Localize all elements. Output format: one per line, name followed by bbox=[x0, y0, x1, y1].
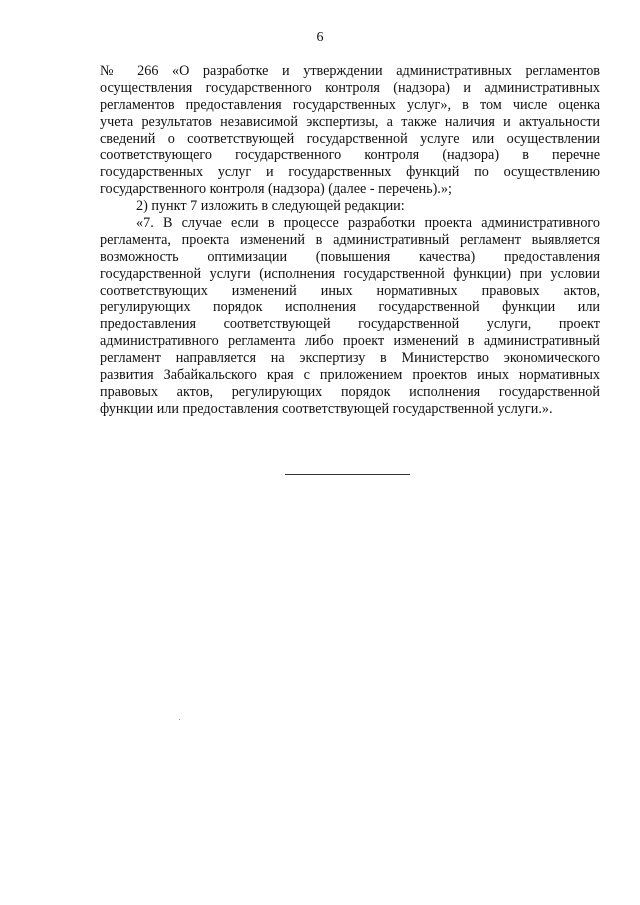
body-line: регламентов предоставления государственных услуг», в том числе оценка bbox=[100, 96, 600, 113]
body-line: соответствующих изменений иных нормативных правовых актов, bbox=[100, 282, 600, 299]
body-line: возможность оптимизации (повышения качества) предоставления bbox=[100, 248, 600, 265]
body-line: осуществления государственного контроля (надзора) и административных bbox=[100, 79, 600, 96]
body-line: «7. В случае если в процессе разработки проекта административного bbox=[136, 215, 600, 232]
page-number: 6 bbox=[316, 30, 324, 45]
body-line: предоставления соответствующей государственной услуги, проект bbox=[100, 316, 600, 333]
body-line: 2) пункт 7 изложить в следующей редакции: bbox=[136, 198, 405, 215]
body-line: регламента, проекта изменений в административный регламент выявляется bbox=[100, 231, 600, 248]
body-line: административного регламента либо проект изменений в административный bbox=[100, 333, 600, 350]
document-body bbox=[100, 63, 600, 418]
body-line: учета результатов независимой экспертизы, а также наличия и актуальности bbox=[100, 113, 600, 130]
scan-speck bbox=[179, 719, 180, 720]
body-line: регулирующих порядок исполнения государственной функции или bbox=[100, 299, 600, 316]
body-line: функции или предоставления соответствующей государственной услуги.». bbox=[100, 400, 553, 417]
body-line: развития Забайкальского края с приложением проектов иных нормативных bbox=[100, 367, 600, 384]
body-line: правовых актов, регулирующих порядок исполнения государственной bbox=[100, 383, 600, 400]
body-line: регламент направляется на экспертизу в Министерство экономического bbox=[100, 350, 600, 367]
closing-separator-line bbox=[285, 474, 410, 475]
body-line: государственных услуг и государственных функций по осуществлению bbox=[100, 164, 600, 181]
body-line: № 266 «О разработке и утверждении административных регламентов bbox=[100, 63, 600, 79]
body-line: соответствующего государственного контроля (надзора) в перечне bbox=[100, 147, 600, 164]
body-line: государственной услуги (исполнения государственной функции) при условии bbox=[100, 265, 600, 282]
body-line: сведений о соответствующей государственной услуге или осуществлении bbox=[100, 130, 600, 147]
body-line: государственного контроля (надзора) (далее - перечень).»; bbox=[100, 181, 452, 198]
